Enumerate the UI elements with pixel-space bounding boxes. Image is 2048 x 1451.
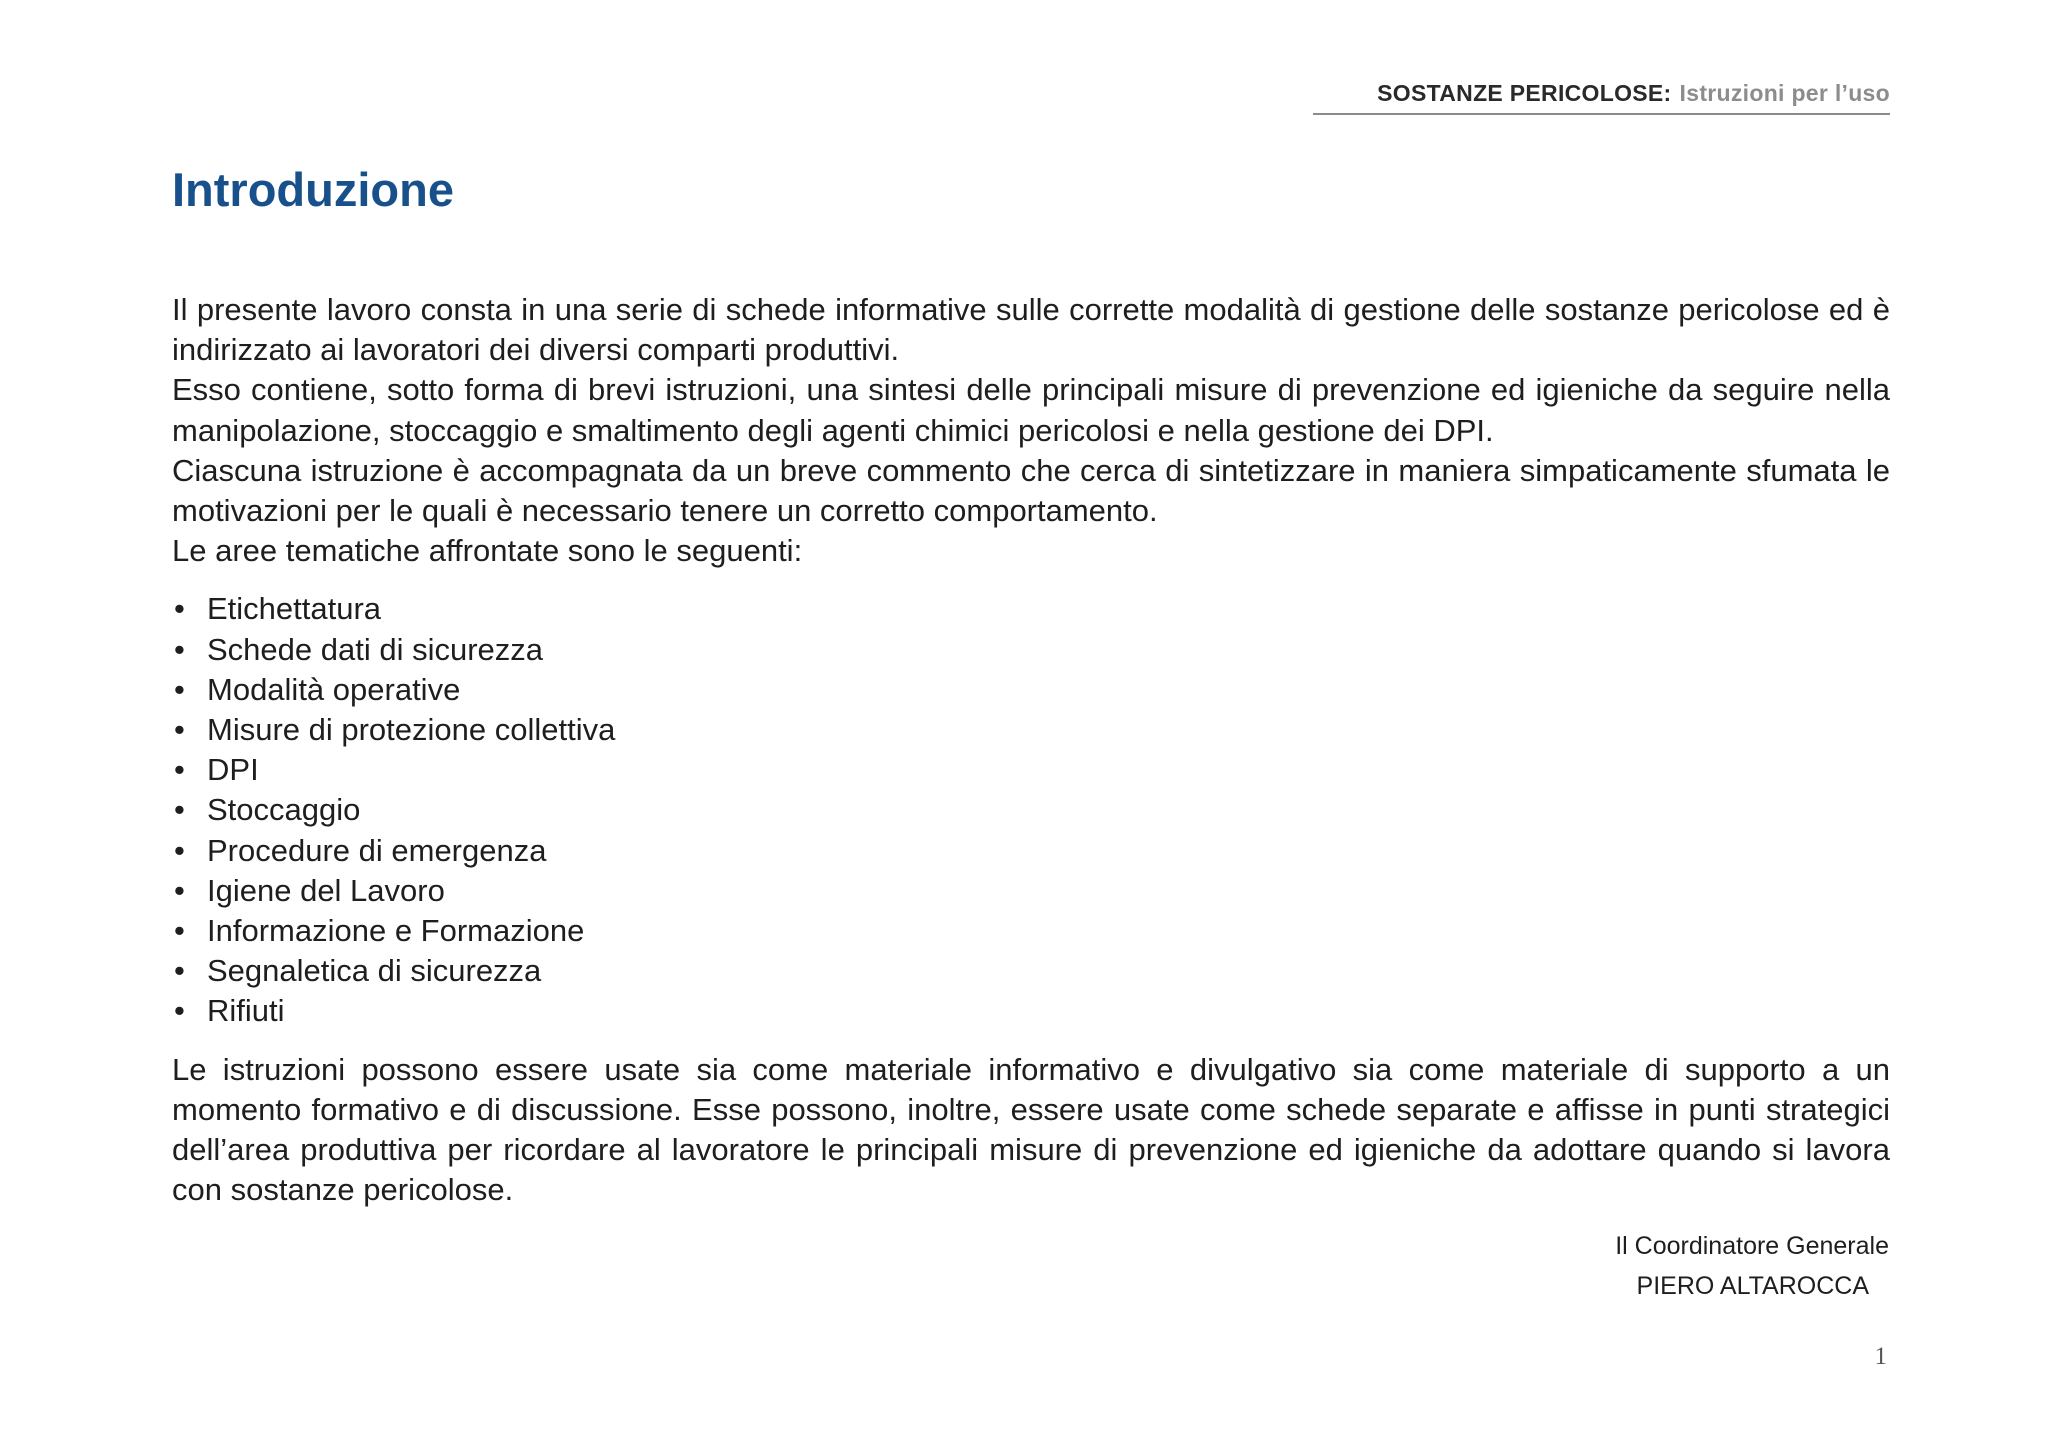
- list-item: [172, 871, 1890, 911]
- bullet-icon: •: [174, 712, 185, 748]
- topic-label: Schede dati di sicurezza: [207, 631, 544, 667]
- bullet-icon: •: [174, 752, 185, 788]
- list-item: [172, 630, 1890, 670]
- list-item: [172, 750, 1890, 790]
- topic-label: Procedure di emergenza: [207, 832, 547, 868]
- signature-name: PIERO ALTAROCCA: [1636, 1272, 1869, 1300]
- list-item: [172, 790, 1890, 830]
- bullet-icon: •: [174, 913, 185, 949]
- bullet-icon: •: [174, 953, 185, 989]
- body-content: [172, 290, 1890, 1210]
- bullet-icon: •: [174, 671, 185, 707]
- topic-label: Igiene del Lavoro: [207, 872, 445, 908]
- running-header: [1313, 80, 1890, 115]
- list-item: [172, 589, 1890, 629]
- bullet-icon: •: [174, 872, 185, 908]
- running-header-subtitle: Istruzioni per l’uso: [1679, 80, 1890, 106]
- topic-label: DPI: [207, 752, 259, 788]
- bullet-icon: •: [174, 832, 185, 868]
- intro-paragraph: Ciascuna istruzione è accompagnata da un breve commento che cerca di sintetizzare in maniera simpaticamente sfumata le motivazioni per le quali è necessario tenere un corretto comportamento.: [172, 452, 1890, 529]
- list-item: [172, 911, 1890, 951]
- topic-label: Segnaletica di sicurezza: [207, 953, 542, 989]
- topics-list: [172, 589, 1890, 1031]
- page-title: Introduzione: [172, 163, 454, 216]
- topic-label: Rifiuti: [207, 993, 285, 1029]
- topic-label: Informazione e Formazione: [207, 913, 585, 949]
- topic-label: Stoccaggio: [207, 792, 361, 828]
- topic-label: Etichettatura: [207, 591, 382, 627]
- list-item: [172, 951, 1890, 991]
- running-header-title: SOSTANZE PERICOLOSE:: [1377, 80, 1672, 106]
- signature-role: Il Coordinatore Generale: [1615, 1232, 1889, 1260]
- signature-block: [1615, 1226, 1889, 1306]
- intro-paragraph: Il presente lavoro consta in una serie di schede informative sulle corrette modalità di gestione delle sostanze pericolose ed è indirizzato ai lavoratori dei diversi comparti produttivi.: [172, 292, 1890, 368]
- closing-paragraph: Le istruzioni possono essere usate sia come materiale informativo e divulgativo sia come materiale di supporto a un momento formativo e di discussione. Esse possono, inoltre, essere usate come schede separate e affisse in punti strategici dell’area produttiva per ricordare al lavoratore le principali misure di prevenzione ed igieniche da adottare quando si lavora con sostanze pericolose.: [172, 1051, 1890, 1208]
- topics-lead-in: Le aree tematiche affrontate sono le seguenti:: [172, 533, 803, 569]
- list-item: [172, 670, 1890, 710]
- bullet-icon: •: [174, 792, 185, 828]
- list-item: [172, 831, 1890, 871]
- topic-label: Modalità operative: [207, 671, 461, 707]
- bullet-icon: •: [174, 591, 185, 627]
- page-number: 1: [1874, 1343, 1887, 1370]
- topic-label: Misure di protezione collettiva: [207, 712, 616, 748]
- intro-paragraph: Esso contiene, sotto forma di brevi istruzioni, una sintesi delle principali misure di prevenzione ed igieniche da seguire nella manipolazione, stoccaggio e smaltimento degli agenti chimici pericolosi e nella gestione dei DPI.: [172, 372, 1890, 448]
- list-item: [172, 710, 1890, 750]
- list-item: [172, 991, 1890, 1031]
- bullet-icon: •: [174, 993, 185, 1029]
- bullet-icon: •: [174, 631, 185, 667]
